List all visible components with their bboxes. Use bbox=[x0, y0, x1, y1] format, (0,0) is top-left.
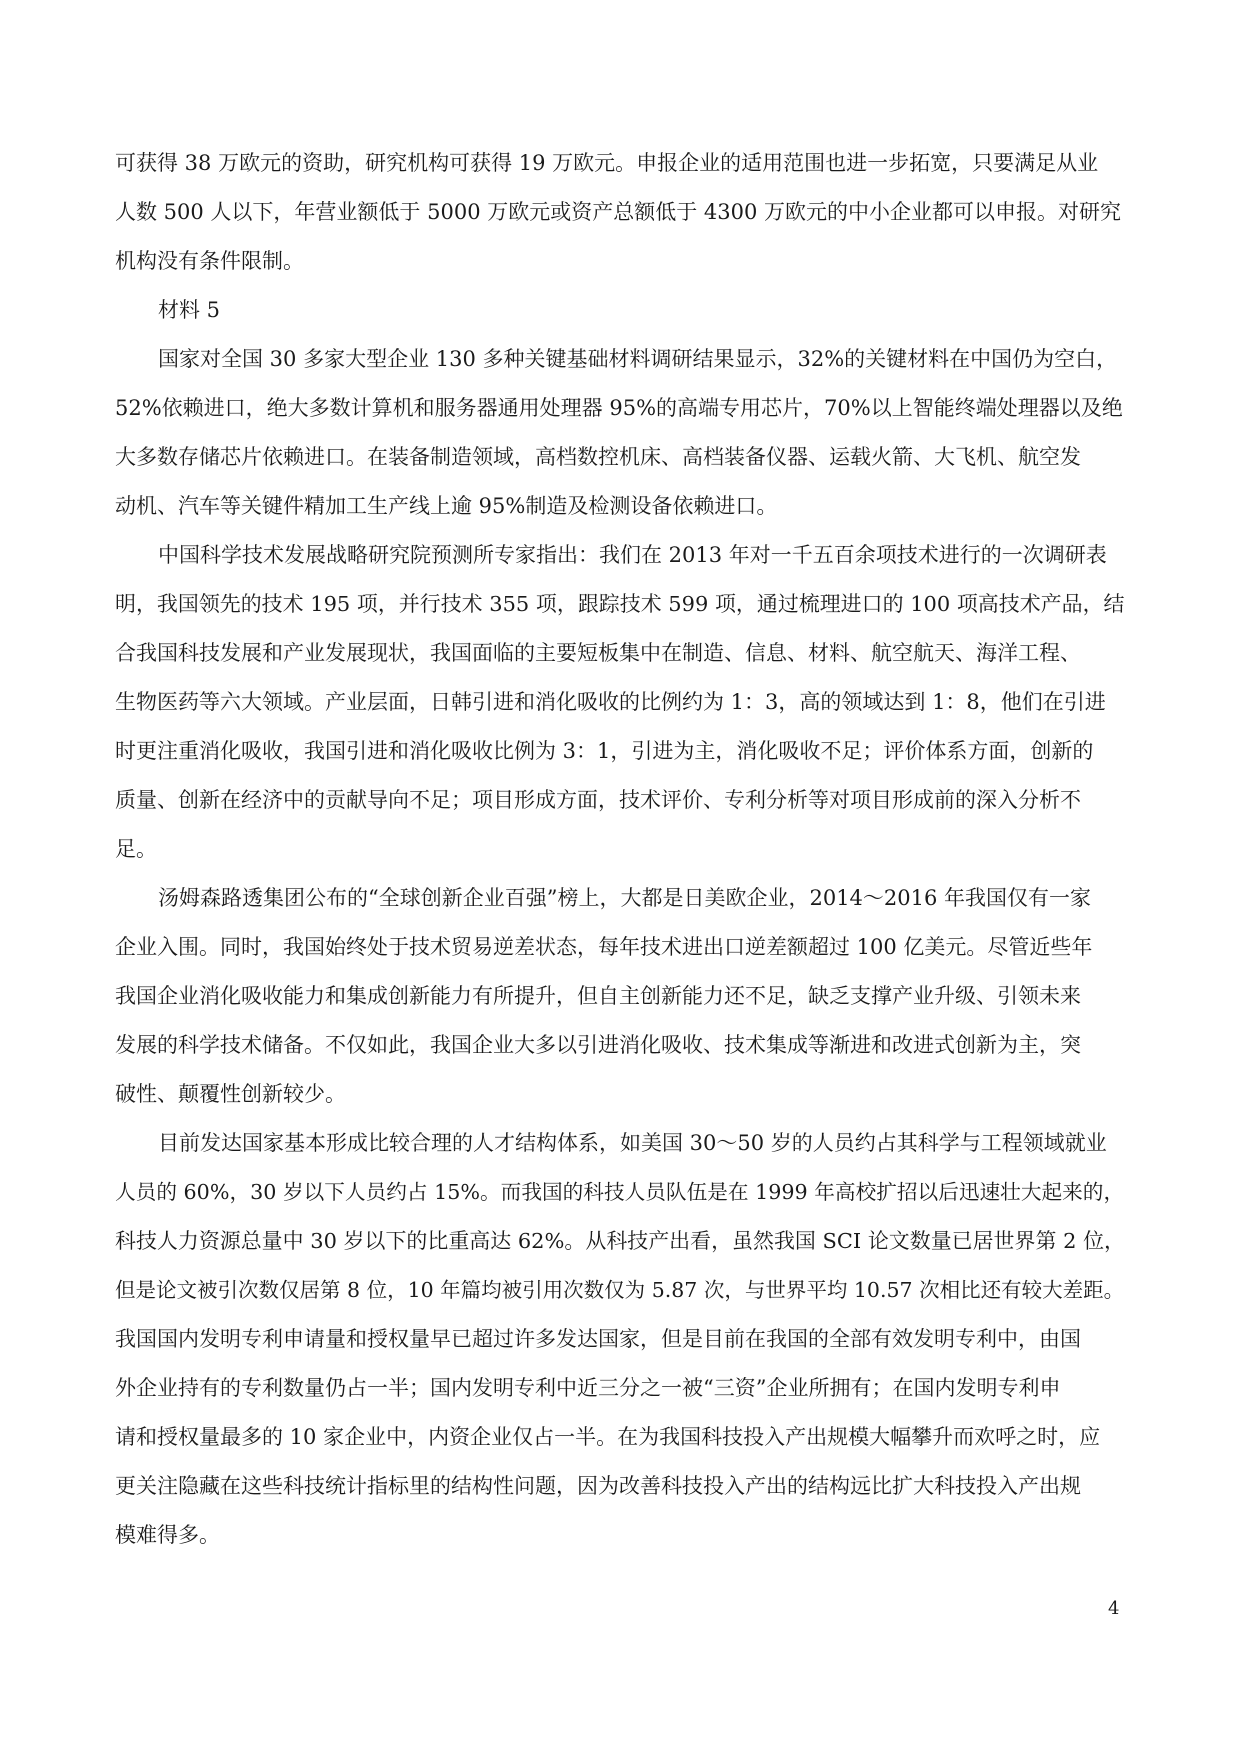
text-line: 生物医药等六大领域。产业层面，日韩引进和消化吸收的比例约为 1：3，高的领域达到 1：8，他们在引进 bbox=[115, 690, 1106, 714]
text-line: 时更注重消化吸收，我国引进和消化吸收比例为 3：1，引进为主，消化吸收不足；评价体系方面，创新的 bbox=[115, 739, 1094, 763]
text-line: 企业入围。同时，我国始终处于技术贸易逆差状态，每年技术进出口逆差额超过 100 亿美元。尽管近些年 bbox=[115, 935, 1093, 959]
text-line: 大多数存储芯片依赖进口。在装备制造领域，高档数控机床、高档装备仪器、运载火箭、大飞机、航空发 bbox=[115, 445, 1081, 469]
text-line: 科技人力资源总量中 30 岁以下的比重高达 62%。从科技产出看，虽然我国 SCI 论文数量已居世界第 2 位， bbox=[115, 1229, 1125, 1253]
text-line: 动机、汽车等关键件精加工生产线上逾 95%制造及检测设备依赖进口。 bbox=[115, 494, 778, 518]
text-line: 目前发达国家基本形成比较合理的人才结构体系，如美国 30～50 岁的人员约占其科学与工程领域就业 bbox=[158, 1131, 1107, 1155]
text-line: 发展的科学技术储备。不仅如此，我国企业大多以引进消化吸收、技术集成等渐进和改进式创新为主，突 bbox=[115, 1033, 1081, 1057]
text-line: 我国国内发明专利申请量和授权量早已超过许多发达国家，但是目前在我国的全部有效发明专利中，由国 bbox=[115, 1327, 1081, 1351]
text-line: 破性、颠覆性创新较少。 bbox=[115, 1082, 346, 1106]
text-line: 足。 bbox=[115, 837, 157, 861]
text-line: 人数 500 人以下，年营业额低于 5000 万欧元或资产总额低于 4300 万欧元的中小企业都可以申报。对研究 bbox=[115, 200, 1122, 224]
text-line: 人员的 60%，30 岁以下人员约占 15%。而我国的科技人员队伍是在 1999 年高校扩招以后迅速壮大起来的， bbox=[115, 1180, 1125, 1204]
text-line: 可获得 38 万欧元的资助，研究机构可获得 19 万欧元。申报企业的适用范围也进一步拓宽，只要满足从业 bbox=[115, 151, 1099, 175]
text-line: 合我国科技发展和产业发展现状，我国面临的主要短板集中在制造、信息、材料、航空航天、海洋工程、 bbox=[115, 641, 1081, 665]
text-line: 请和授权量最多的 10 家企业中，内资企业仅占一半。在为我国科技投入产出规模大幅攀升而欢呼之时，应 bbox=[115, 1425, 1101, 1449]
text-line: 但是论文被引次数仅居第 8 位，10 年篇均被引用次数仅为 5.87 次，与世界平均 10.57 次相比还有较大差距。 bbox=[115, 1278, 1125, 1302]
text-line: 汤姆森路透集团公布的“全球创新企业百强”榜上，大都是日美欧企业，2014～2016 年我国仅有一家 bbox=[158, 886, 1092, 910]
text-line: 机构没有条件限制。 bbox=[115, 249, 304, 273]
text-line: 国家对全国 30 多家大型企业 130 多种关键基础材料调研结果显示，32%的关键材料在中国仍为空白， bbox=[158, 347, 1118, 371]
text-line: 模难得多。 bbox=[115, 1523, 220, 1547]
text-line: 明，我国领先的技术 195 项，并行技术 355 项，跟踪技术 599 项，通过梳理进口的 100 项高技术产品，结 bbox=[115, 592, 1125, 616]
section-heading: 材料 5 bbox=[158, 298, 221, 322]
text-line: 外企业持有的专利数量仍占一半；国内发明专利中近三分之一被“三资”企业所拥有；在国内发明专利申 bbox=[115, 1376, 1061, 1400]
text-line: 中国科学技术发展战略研究院预测所专家指出：我们在 2013 年对一千五百余项技术进行的一次调研表 bbox=[158, 543, 1107, 567]
text-line: 质量、创新在经济中的贡献导向不足；项目形成方面，技术评价、专利分析等对项目形成前的深入分析不 bbox=[115, 788, 1081, 812]
text-line: 更关注隐藏在这些科技统计指标里的结构性问题，因为改善科技投入产出的结构远比扩大科技投入产出规 bbox=[115, 1474, 1081, 1498]
text-line: 我国企业消化吸收能力和集成创新能力有所提升，但自主创新能力还不足，缺乏支撑产业升级、引领未来 bbox=[115, 984, 1081, 1008]
page-number: 4 bbox=[1108, 1598, 1120, 1619]
text-line: 52%依赖进口，绝大多数计算机和服务器通用处理器 95%的高端专用芯片，70%以上智能终端处理器以及绝 bbox=[115, 396, 1123, 420]
